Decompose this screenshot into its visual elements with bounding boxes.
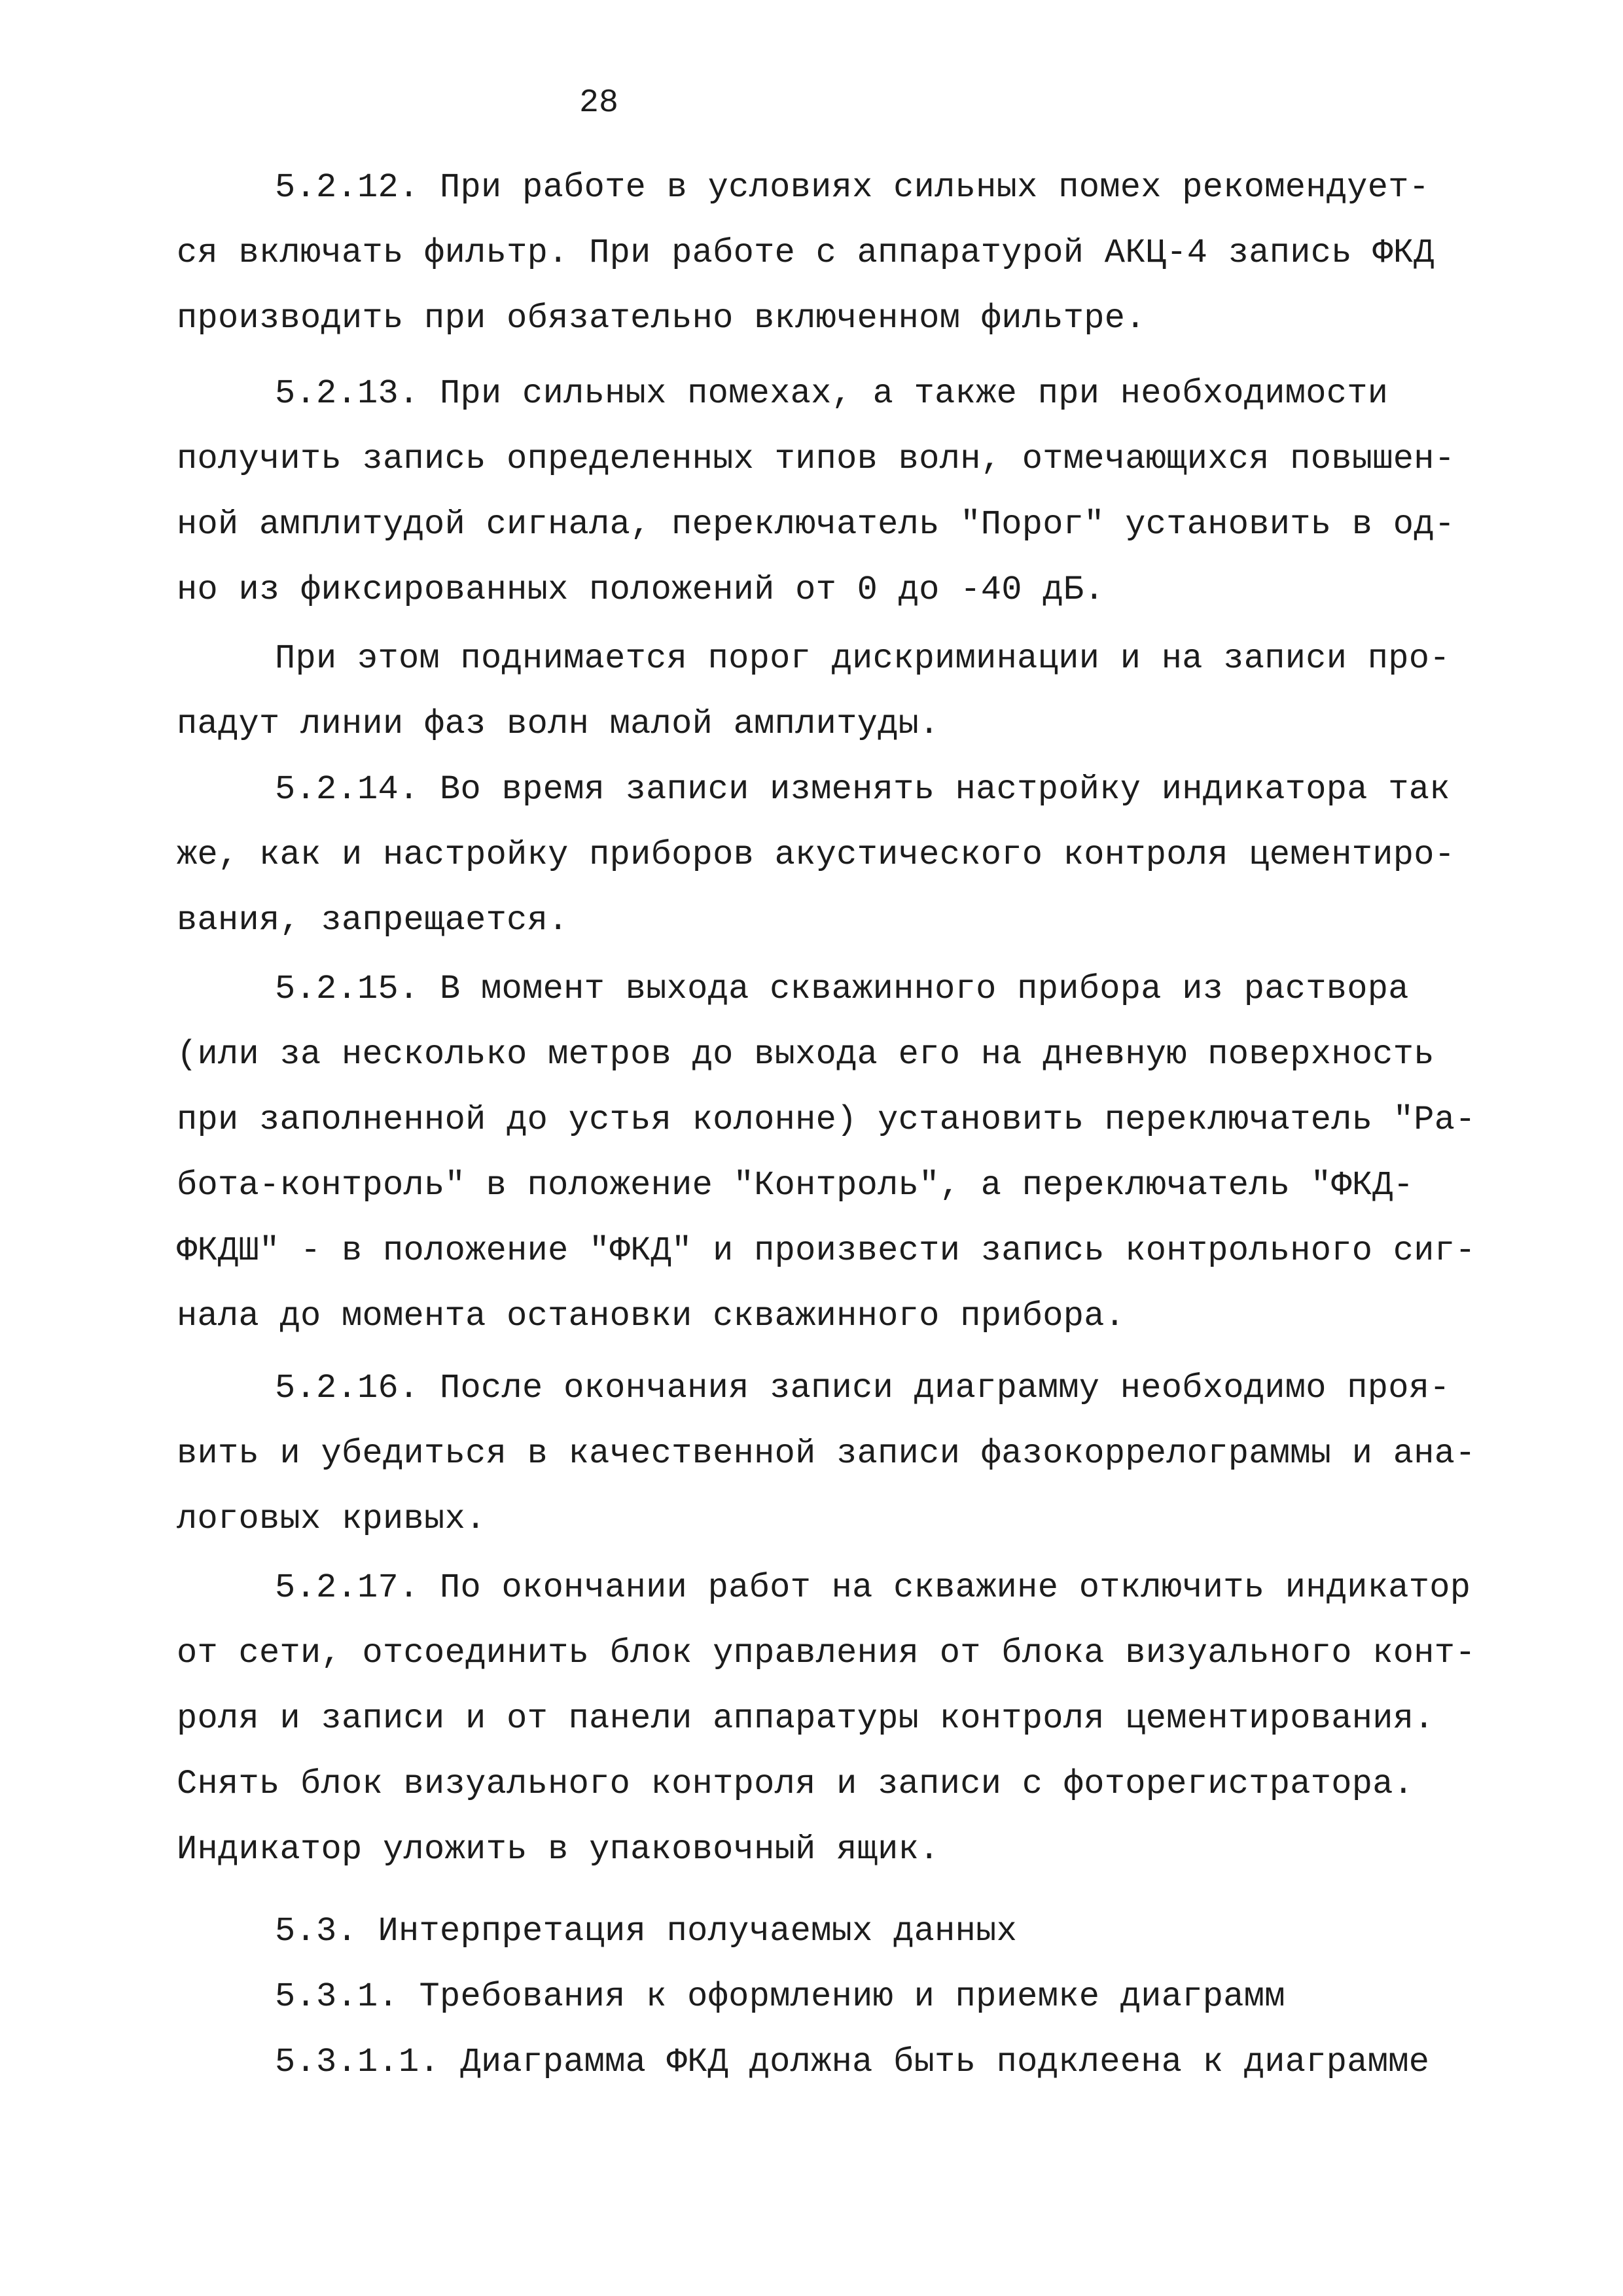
text-line: 5.2.16. После окончания записи диаграмму необходимо проя-: [275, 1369, 1450, 1407]
text-line: Снять блок визуального контроля и записи с фоторегистратора.: [177, 1765, 1414, 1803]
page-number: 28: [579, 84, 619, 122]
text-line: (или за несколько метров до выхода его на дневную поверхность: [177, 1035, 1435, 1074]
text-line: падут линии фаз волн малой амплитуды.: [177, 705, 940, 743]
text-line: 5.2.14. Во время записи изменять настройку индикатора так: [275, 770, 1450, 809]
text-line: от сети, отсоединить блок управления от блока визуального конт-: [177, 1634, 1476, 1672]
text-line: роля и записи и от панели аппаратуры контроля цементирования.: [177, 1699, 1435, 1738]
text-line: ся включать фильтр. При работе с аппаратурой АКЦ-4 запись ФКД: [177, 234, 1435, 272]
text-line: 5.2.17. По окончании работ на скважине отключить индикатор: [275, 1568, 1471, 1607]
text-line: же, как и настройку приборов акустического контроля цементиро-: [177, 836, 1455, 874]
text-line: но из фиксированных положений от 0 до -40 дБ.: [177, 571, 1105, 609]
text-line: производить при обязательно включенном фильтре.: [177, 299, 1146, 338]
text-line: Индикатор уложить в упаковочный ящик.: [177, 1830, 940, 1869]
text-line: ной амплитудой сигнала, переключатель "Порог" установить в од-: [177, 505, 1455, 544]
text-line: при заполненной до устья колонне) установить переключатель "Ра-: [177, 1101, 1476, 1139]
text-line: 5.2.13. При сильных помехах, а также при необходимости: [275, 374, 1389, 413]
section-heading: 5.3.1. Требования к оформлению и приемке диаграмм: [275, 1977, 1285, 2016]
text-line: бота-контроль" в положение "Контроль", а переключатель "ФКД-: [177, 1166, 1414, 1205]
section-heading: 5.3. Интерпретация получаемых данных: [275, 1912, 1018, 1951]
text-line: логовых кривых.: [177, 1500, 486, 1538]
text-line: получить запись определенных типов волн, отмечающихся повышен-: [177, 440, 1455, 478]
text-line: При этом поднимается порог дискриминации и на записи про-: [275, 639, 1450, 678]
text-line: 5.3.1.1. Диаграмма ФКД должна быть подклеена к диаграмме: [275, 2043, 1430, 2081]
text-line: 5.2.15. В момент выхода скважинного прибора из раствора: [275, 970, 1409, 1008]
text-line: вания, запрещается.: [177, 901, 569, 940]
text-line: нала до момента остановки скважинного прибора.: [177, 1297, 1126, 1335]
text-line: 5.2.12. При работе в условиях сильных помех рекомендует-: [275, 168, 1430, 207]
text-line: ФКДШ" - в положение "ФКД" и произвести запись контрольного сиг-: [177, 1231, 1476, 1270]
text-line: вить и убедиться в качественной записи фазокоррелограммы и ана-: [177, 1434, 1476, 1473]
